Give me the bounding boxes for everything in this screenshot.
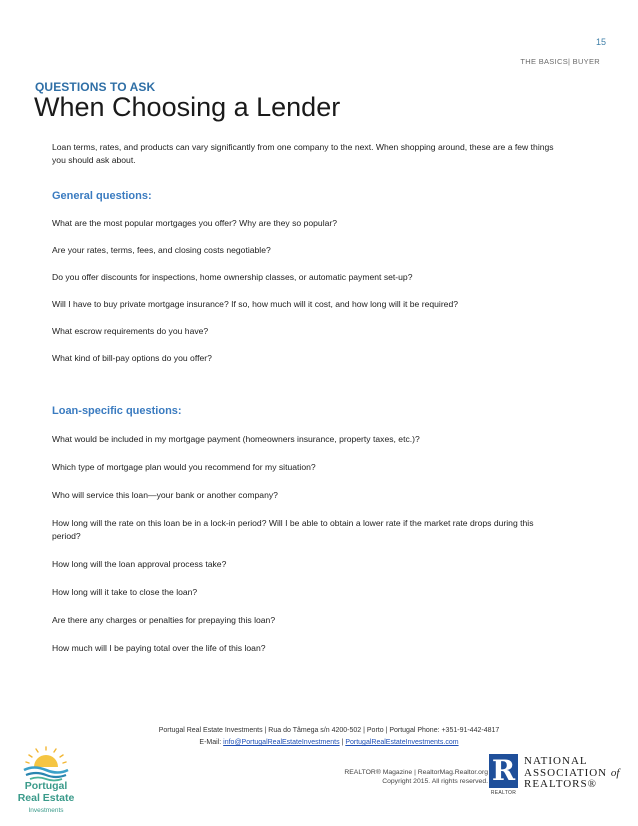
loan-question: Which type of mortgage plan would you recommend for my situation? bbox=[52, 462, 316, 472]
kicker: QUESTIONS TO ASK bbox=[35, 80, 156, 94]
intro-paragraph: Loan terms, rates, and products can vary significantly from one company to the next. When shopping around, these are a few things you should ask about. bbox=[52, 142, 554, 165]
footer-contact bbox=[10, 739, 638, 746]
loan-question: What would be included in my mortgage payment (homeowners insurance, property taxes, etc.)? bbox=[52, 434, 420, 444]
nar-line-2b: of bbox=[610, 766, 620, 779]
nar-wordmark bbox=[524, 756, 619, 791]
page-number: 15 bbox=[595, 37, 606, 47]
loan-question: How much will I be paying total over the life of this loan? bbox=[52, 643, 266, 653]
general-question: What kind of bill-pay options do you offer? bbox=[52, 353, 212, 363]
loan-question: How long will the rate on this loan be in a lock-in period? Will I be able to obtain a lower rate if the market rate drops during this period? bbox=[52, 518, 534, 541]
logo-line-3: Investments bbox=[28, 807, 64, 814]
nar-line-1: NATIONAL bbox=[524, 755, 588, 767]
footer-separator: | bbox=[339, 739, 346, 746]
general-question: Will I have to buy private mortgage insurance? If so, how much will it cost, and how long will it be required? bbox=[52, 299, 459, 309]
section-tag: THE BASICS| BUYER bbox=[520, 57, 600, 66]
credit-line-1: REALTOR® Magazine | RealtorMag.Realtor.org bbox=[344, 769, 488, 776]
website-link[interactable]: PortugalRealEstateInvestments.com bbox=[345, 739, 459, 746]
logo-line-2: Real Estate bbox=[17, 792, 75, 804]
general-question: What escrow requirements do you have? bbox=[52, 326, 209, 336]
nar-line-2a: ASSOCIATION bbox=[524, 766, 611, 779]
page-title: When Choosing a Lender bbox=[34, 92, 341, 122]
general-questions-heading: General questions: bbox=[52, 190, 152, 202]
nar-mark-letter: R bbox=[491, 754, 516, 787]
loan-question: How long will it take to close the loan? bbox=[52, 587, 198, 597]
sun-waves-logo-icon bbox=[16, 746, 76, 782]
general-question: Do you offer discounts for inspections, home ownership classes, or automatic payment set-up? bbox=[52, 272, 413, 282]
loan-question: Who will service this loan—your bank or another company? bbox=[52, 490, 278, 500]
general-question: What are the most popular mortgages you offer? Why are they so popular? bbox=[52, 218, 338, 228]
email-label: E-Mail: bbox=[199, 739, 224, 746]
nar-line-3: REALTORS® bbox=[524, 778, 597, 790]
general-question: Are your rates, terms, fees, and closing costs negotiable? bbox=[52, 245, 271, 255]
content bbox=[52, 141, 562, 655]
loan-questions-heading: Loan-specific questions: bbox=[52, 405, 182, 417]
nar-logo-icon bbox=[489, 754, 518, 788]
credit-line-2: Copyright 2015. All rights reserved. bbox=[382, 778, 488, 785]
logo-line-1: Portugal bbox=[24, 780, 68, 792]
sun-icon bbox=[34, 755, 58, 767]
realtor-credit bbox=[344, 768, 488, 786]
nar-mark-caption: REALTOR bbox=[490, 790, 517, 796]
wave-icon bbox=[24, 768, 68, 773]
loan-question: Are there any charges or penalties for prepaying this loan? bbox=[52, 615, 276, 625]
footer-address: Portugal Real Estate Investments | Rua do Tâmega s/n 4200-502 | Porto | Portugal Phone: +351-91-442-4817 bbox=[158, 727, 500, 734]
loan-question: How long will the loan approval process take? bbox=[52, 559, 227, 569]
email-link[interactable]: info@PortugalRealEstateInvestments bbox=[223, 739, 340, 746]
